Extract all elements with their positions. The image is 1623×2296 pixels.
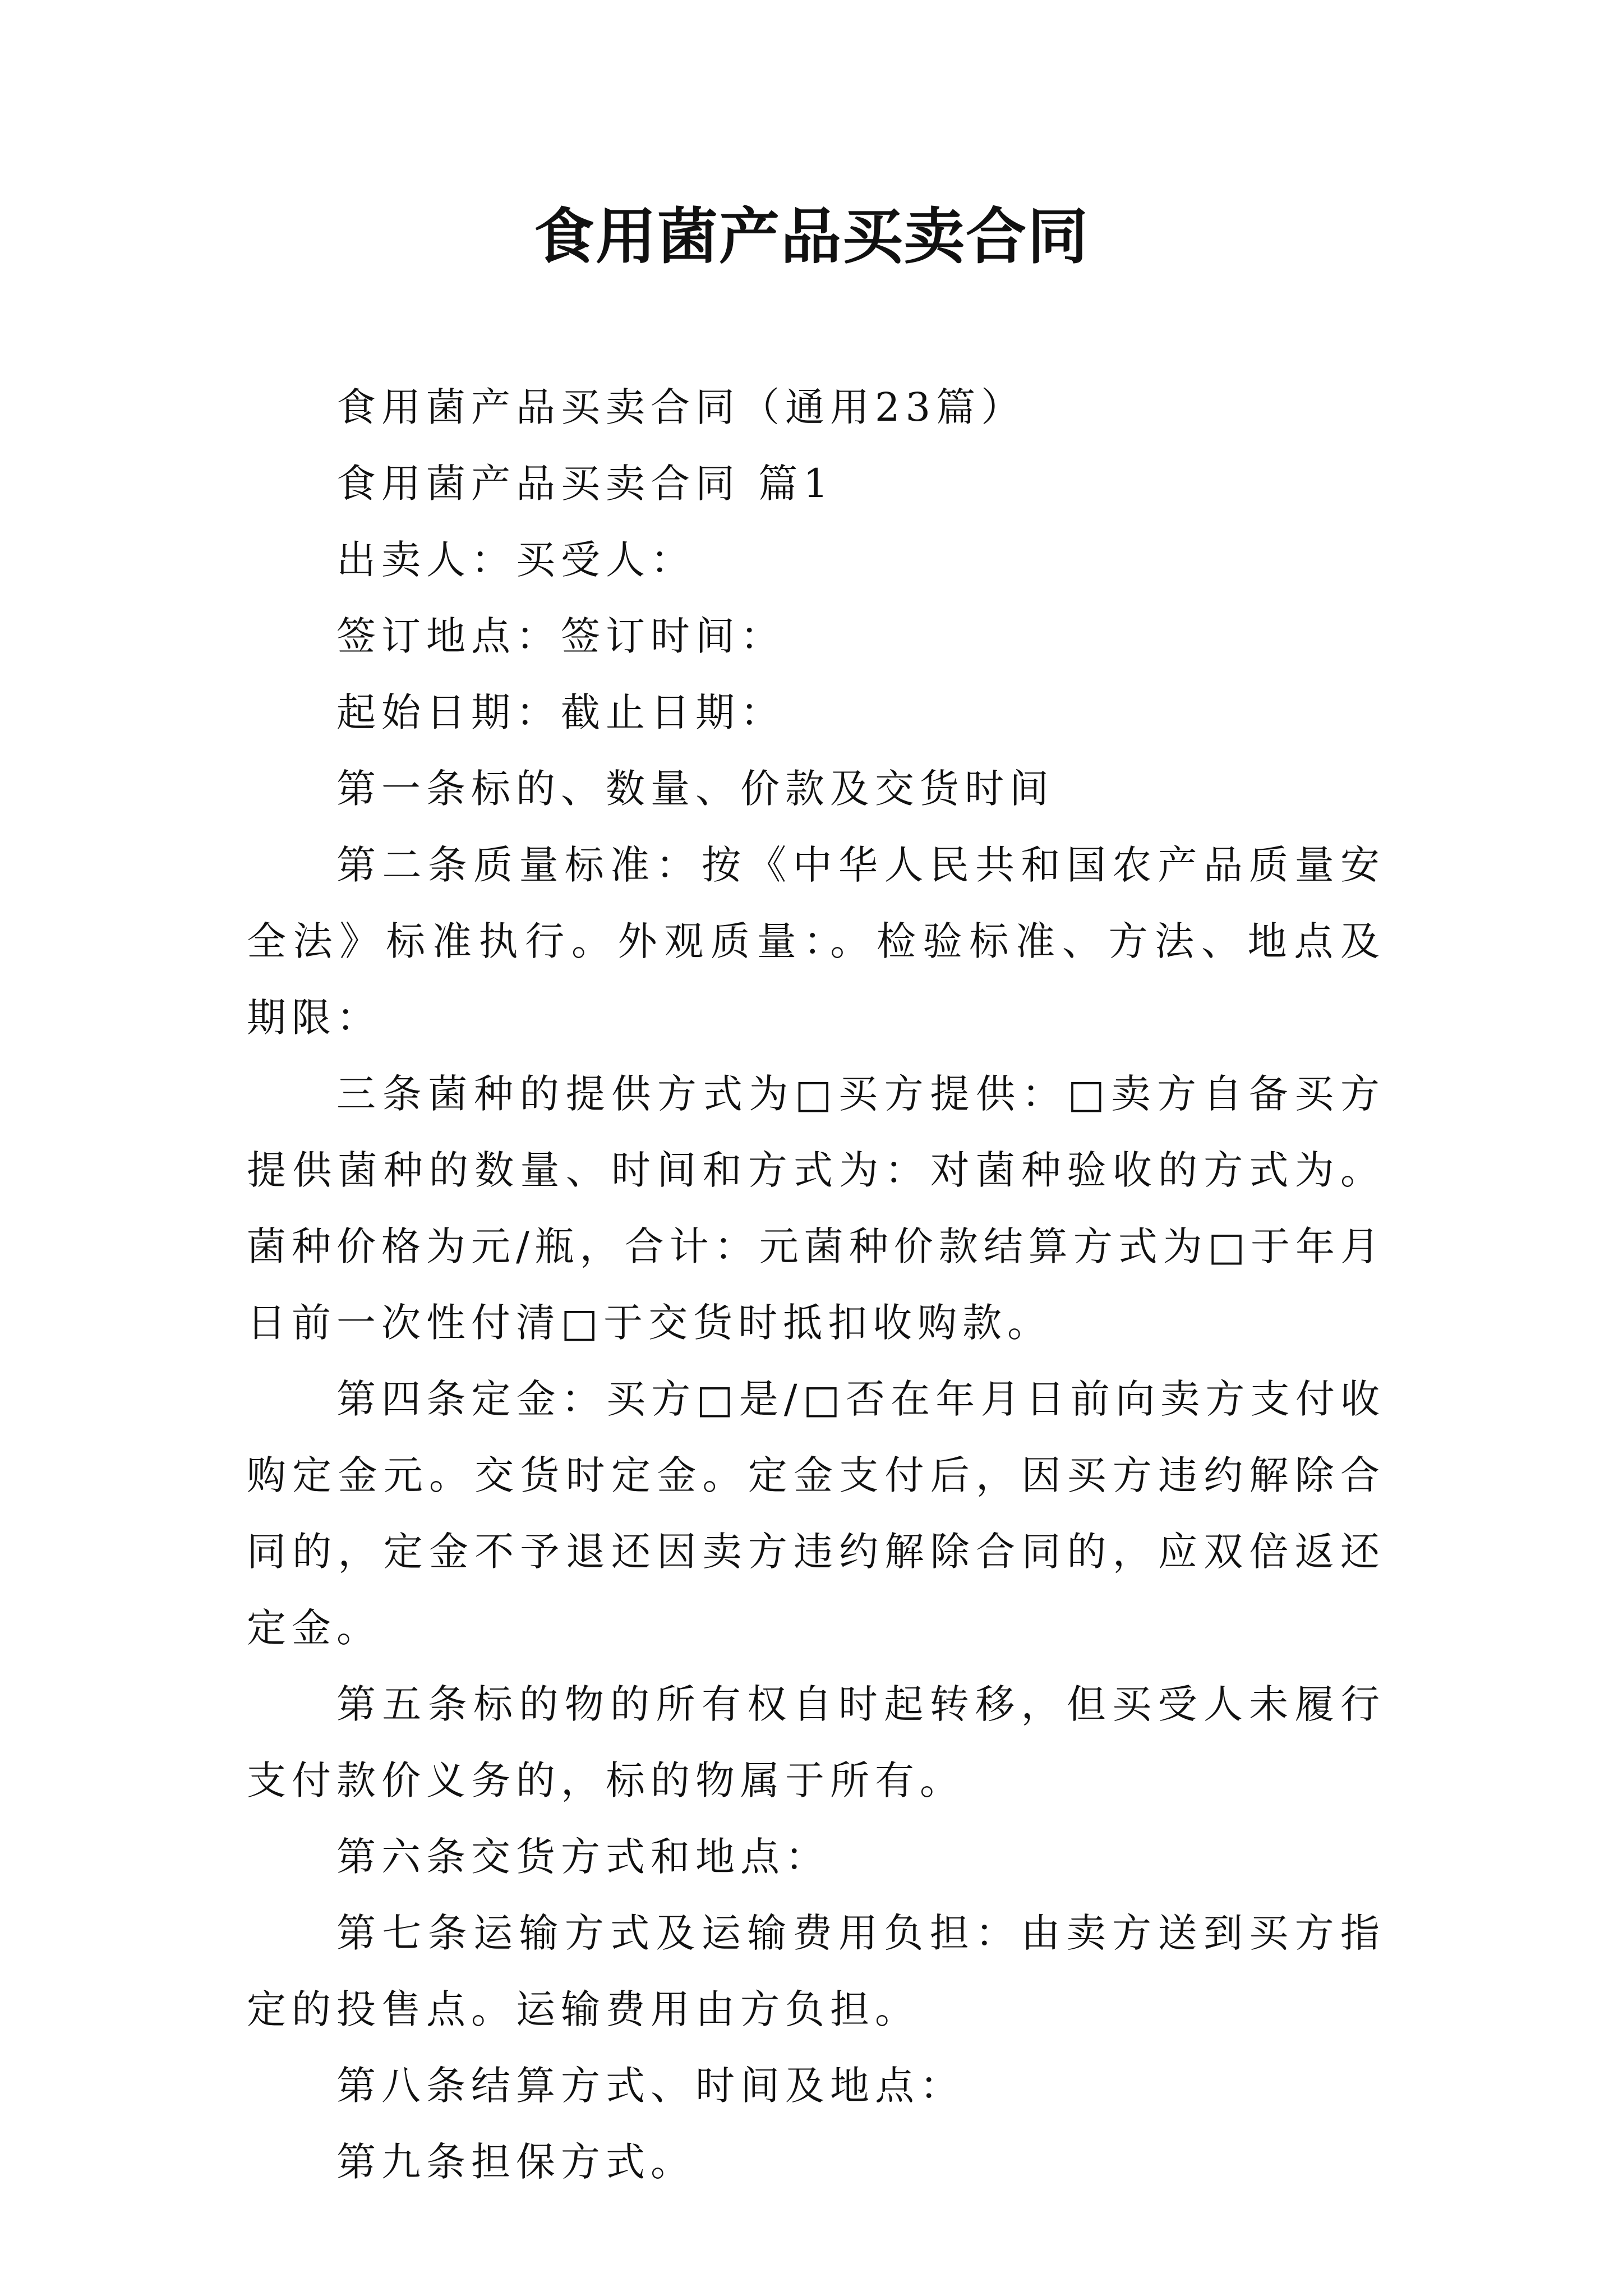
paragraph-article-7: 第七条运输方式及运输费用负担：由卖方送到买方指定的投售点。运输费用由方负担。 [247, 1910, 1385, 2032]
paragraph-dates: 起始日期：截止日期： [336, 689, 785, 735]
paragraph-article-5: 第五条标的物的所有权自时起转移，但买受人未履行支付款价义务的，标的物属于所有。 [247, 1681, 1385, 1803]
paragraph-article-3: 三条菌种的提供方式为□买方提供：□卖方自备买方提供菌种的数量、时间和方式为：对菌种验收的方式为。菌种价格为元/瓶，合计：元菌种价款结算方式为□于年月日前一次性付清□于交货时抵扣收购款。 [247, 1071, 1385, 1346]
paragraph-article-8: 第八条结算方式、时间及地点： [336, 2063, 965, 2109]
paragraph-subtitle: 食用菌产品买卖合同（通用23篇） [336, 384, 1026, 430]
paragraph-article-2: 第二条质量标准：按《中华人民共和国农产品质量安全法》标准执行。外观质量：。检验标准、方法、地点及期限： [247, 842, 1385, 1041]
paragraph-article-6: 第六条交货方式和地点： [336, 1834, 830, 1880]
document-title: 食用菌产品买卖合同 [533, 201, 1089, 272]
paragraph-article-1: 第一条标的、数量、价款及交货时间 [336, 766, 1054, 812]
paragraph-section-heading: 食用菌产品买卖合同 篇1 [336, 461, 834, 507]
document-body [247, 369, 1385, 2200]
paragraph-article-9: 第九条担保方式。 [336, 2139, 695, 2185]
paragraph-article-4: 第四条定金：买方□是/□否在年月日前向卖方支付收购定金元。交货时定金。定金支付后，因买方违约解除合同的，定金不予退还因卖方违约解除合同的，应双倍返还定金。 [247, 1376, 1385, 1651]
paragraph-parties: 出卖人：买受人： [336, 537, 695, 583]
paragraph-signing-info: 签订地点：签订时间： [336, 613, 785, 659]
